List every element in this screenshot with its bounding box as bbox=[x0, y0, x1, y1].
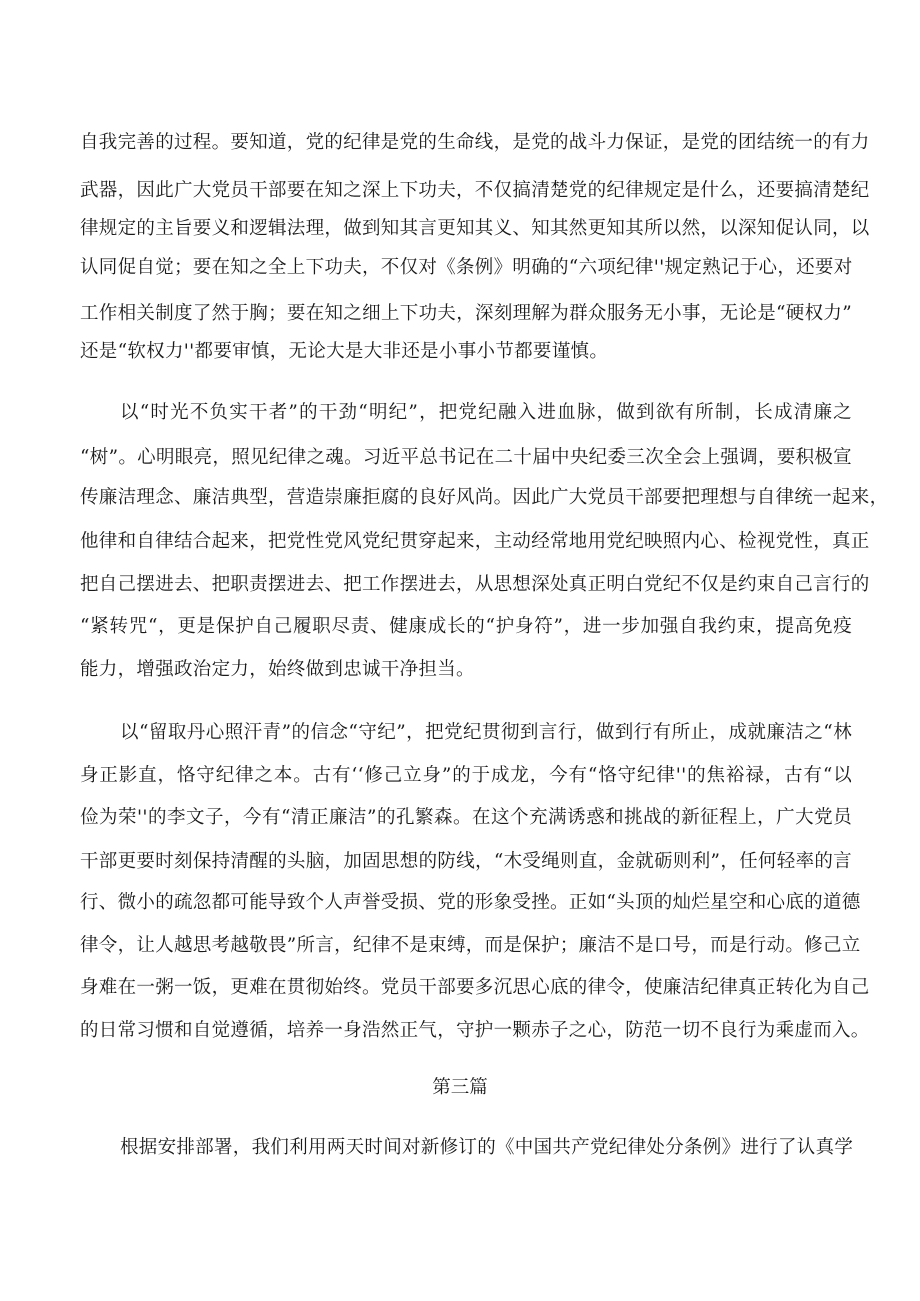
paragraph-1-line-6: 还是“软权力''都要审慎，无论大是大非还是小事小节都要谨慎。 bbox=[80, 341, 609, 362]
paragraph-3-line-1: 以“留取丹心照汗青”的信念“守纪”，把党纪贯彻到言行，做到行有所止，成就廉洁之“林 bbox=[120, 722, 852, 743]
paragraph-2-line-2: “树”。心明眼亮，照见纪律之魂。习近平总书记在二十届中央纪委三次全会上强调，要积极宣 bbox=[80, 447, 852, 468]
paragraph-2-line-3: 传廉洁理念、廉洁典型，营造崇廉拒腐的良好风尚。因此广大党员干部要把理想与自律统一起来， bbox=[80, 487, 889, 508]
paragraph-1-line-1: 自我完善的过程。要知道，党的纪律是党的生命线，是党的战斗力保证，是党的团结统一的有力 bbox=[80, 132, 870, 153]
paragraph-1-line-3: 律规定的主旨要义和逻辑法理，做到知其言更知其义、知其然更知其所以然，以深知促认同，以 bbox=[80, 218, 870, 239]
paragraph-2-line-6: “紧转咒“，更是保护自己履职尽责、健康成长的“护身符”，进一步加强自我约束，提高免疫 bbox=[80, 616, 852, 637]
paragraph-1-line-4: 认同促自觉；要在知之全上下功夫，不仅对《条例》明确的“六项纪律''规定熟记于心，还要对 bbox=[80, 257, 853, 278]
section-heading: 第三篇 bbox=[432, 1077, 488, 1098]
paragraph-2-line-7: 能力，增强政治定力，始终做到忠诚干净担当。 bbox=[80, 659, 475, 680]
paragraph-3-line-6: 律令，让人越思考越敬畏”所言，纪律不是束缚，而是保护；廉洁不是口号，而是行动。修己立 bbox=[80, 935, 861, 956]
paragraph-2-line-1: 以“时光不负实干者”的干劲“明纪”，把党纪融入进血脉，做到欲有所制，长成清廉之 bbox=[120, 402, 852, 423]
paragraph-3-line-7: 身难在一粥一饭，更难在贯彻始终。党员干部要多沉思心底的律令，使廉洁纪律真正转化为自己 bbox=[80, 977, 870, 998]
paragraph-1-line-5: 工作相关制度了然于胸；要在知之细上下功夫，深刻理解为群众服务无小事，无论是“硬权力” bbox=[80, 303, 852, 324]
paragraph-1-line-2: 武器，因此广大党员干部要在知之深上下功夫，不仅搞清楚党的纪律规定是什么，还要搞清楚纪 bbox=[80, 180, 870, 201]
paragraph-4-line-1: 根据安排部署，我们利用两天时间对新修订的《中国共产党纪律处分条例》进行了认真学 bbox=[120, 1137, 854, 1158]
paragraph-2-line-4: 他律和自律结合起来，把党性党风党纪贯穿起来，主动经常地用党纪映照内心、检视党性，真正 bbox=[80, 531, 870, 552]
paragraph-3-line-4: 干部更要时刻保持清醒的头脑，加固思想的防线，“木受绳则直，金就砺则利”，任何轻率的言 bbox=[80, 851, 852, 872]
paragraph-3-line-8: 的日常习惯和自觉遵循，培养一身浩然正气，守护一颗赤子之心，防范一切不良行为乘虚而入。 bbox=[80, 1020, 870, 1041]
paragraph-3-line-3: 俭为荣''的李文子，今有“清正廉洁”的孔繁森。在这个充满诱惑和挑战的新征程上，广大党员 bbox=[80, 807, 852, 828]
paragraph-3-line-2: 身正影直，恪守纪律之本。古有‘‘修己立身”的于成龙，今有“恪守纪律''的焦裕禄，古有“以 bbox=[80, 765, 852, 786]
paragraph-2-line-5: 把自己摆进去、把职责摆进去、把工作摆进去，从思想深处真正明白党纪不仅是约束自己言行的 bbox=[80, 574, 870, 595]
paragraph-3-line-5: 行、微小的疏忽都可能导致个人声誉受损、党的形象受挫。正如“头顶的灿烂星空和心底的道德 bbox=[80, 892, 861, 913]
